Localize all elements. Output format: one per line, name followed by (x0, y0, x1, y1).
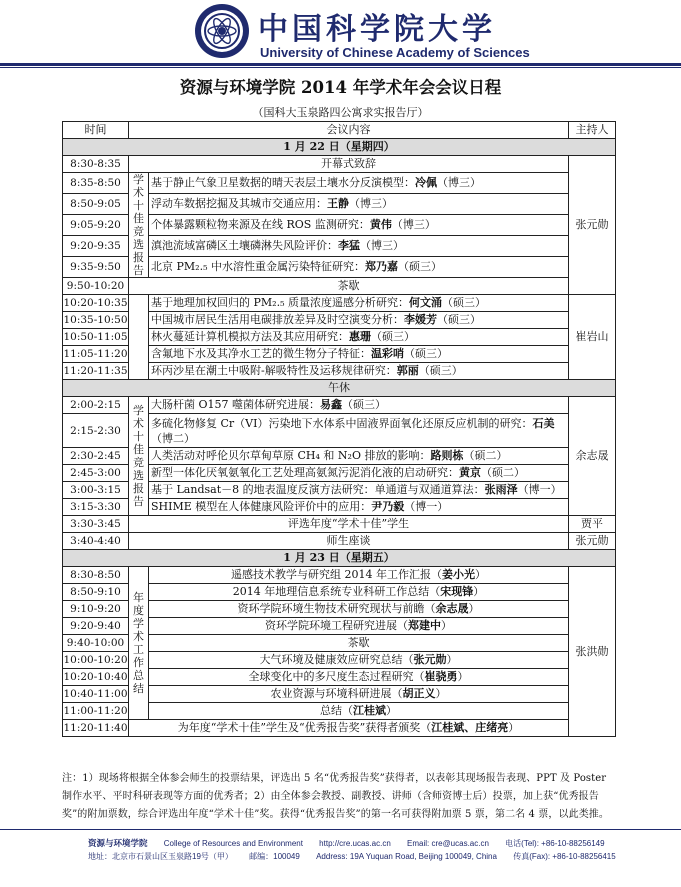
group-label: 年度学术工作总结 (129, 567, 149, 720)
table-row (63, 516, 616, 533)
talk-cell: 资环学院环境生物技术研究现状与前瞻（余志晟） (149, 601, 569, 618)
header-rule-thin (0, 67, 681, 68)
talk-cell: 遥感技术教学与研究组 2014 年工作汇报（姜小光） (149, 567, 569, 584)
time-cell: 8:50-9:05 (63, 194, 129, 215)
time-cell: 10:40-11:00 (63, 686, 129, 703)
time-cell: 9:40-10:00 (63, 635, 129, 652)
host-cell: 余志晟 (569, 397, 616, 516)
host-cell: 崔岩山 (569, 295, 616, 380)
logo-english: University of Chinese Academy of Sciences (260, 45, 530, 60)
group-label (129, 295, 149, 380)
col-host-header: 主持人 (569, 122, 616, 139)
day-label: 1 月 22 日（星期四） (63, 139, 616, 156)
table-row (63, 295, 616, 312)
footer-fax: 传真(Fax): +86-10-88256415 (513, 852, 616, 861)
time-cell: 9:10-9:20 (63, 601, 129, 618)
time-cell: 11:20-11:40 (63, 720, 129, 737)
time-cell: 3:00-3:15 (63, 482, 129, 499)
footer-line-1 (88, 837, 619, 849)
time-cell: 10:20-10:35 (63, 295, 129, 312)
time-cell: 2:45-3:00 (63, 465, 129, 482)
time-cell: 2:30-2:45 (63, 448, 129, 465)
time-cell: 2:15-2:30 (63, 414, 129, 448)
group-label: 学术十佳竞选报告 (129, 173, 149, 278)
time-cell: 9:20-9:40 (63, 618, 129, 635)
ucas-seal-icon (193, 2, 251, 60)
time-cell: 11:20-11:35 (63, 363, 129, 380)
day-label: 1 月 23 日（星期五） (63, 550, 616, 567)
header-rule (0, 63, 681, 66)
host-cell: 张洪勋 (569, 567, 616, 737)
page-footer (0, 827, 681, 887)
table-row (63, 278, 616, 295)
talk-cell: 多硫化物修复 Cr（VI）污染地下水体系中固液界面氧化还原反应机制的研究：石美（博二） (149, 414, 569, 448)
footnotes: 注：1）现场将根据全体参会师生的投票结果，评选出 5 名“优秀报告奖”获得者，以表彰其现场报告表现、PPT 及 Poster 制作水平、平时科研表现等方面的优秀者；2）由全体参会教授、副教授、讲师（含师资博士后）投票，加上获“优秀报告奖”的附加票数，综合评选出年度“学术十佳”奖。获得“优秀报告奖”的第一名可获得附加票 5 票，第二名 4 票，以此类推。 (62, 773, 609, 820)
time-cell: 3:15-3:30 (63, 499, 129, 516)
host-cell: 张元勋 (569, 156, 616, 295)
lunch-row (63, 380, 616, 397)
col-time-header: 时间 (63, 122, 129, 139)
time-cell: 11:05-11:20 (63, 346, 129, 363)
time-cell: 10:20-10:40 (63, 669, 129, 686)
venue: （国科大玉泉路四公寓求实报告厅） (252, 106, 429, 119)
talk-cell: 基于 Landsat－8 的地表温度反演方法研究：单通道与双通道算法：张雨泽（博一） (149, 482, 569, 499)
footer-rule (0, 829, 681, 830)
time-cell: 8:35-8:50 (63, 173, 129, 194)
page-header (0, 0, 681, 70)
table-row (63, 567, 616, 584)
talk-cell: SHIME 模型在人体健康风险评价中的应用：尹乃毅（博一） (149, 499, 569, 516)
time-cell: 3:30-3:45 (63, 516, 129, 533)
lunch-label: 午休 (63, 380, 616, 397)
talk-cell: 中国城市居民生活用电碳排放差异及时空演变分析：李媛芳（硕三） (149, 312, 569, 329)
time-cell: 9:50-10:20 (63, 278, 129, 295)
talk-cell: 基于地理加权回归的 PM₂.₅ 质量浓度遥感分析研究：何文涌（硕三） (149, 295, 569, 312)
break-cell: 茶歇 (129, 278, 569, 295)
talk-cell: 环丙沙星在潮土中吸附-解吸特性及运移规律研究：郭丽（硕三） (149, 363, 569, 380)
table-row (63, 397, 616, 414)
talk-cell: 北京 PM₂.₅ 中水溶性重金属污染特征研究：郑乃嘉（硕三） (149, 257, 569, 278)
talk-cell: 林火蔓延计算机模拟方法及其应用研究：惠珊（硕三） (149, 329, 569, 346)
day-row (63, 550, 616, 567)
table-row (63, 533, 616, 550)
host-cell: 张元勋 (569, 533, 616, 550)
host-cell: 贾平 (569, 516, 616, 533)
footer-line-2 (88, 851, 630, 862)
group-label: 学术十佳竞选报告 (129, 397, 149, 516)
talk-cell: 总结（江桂斌） (149, 703, 569, 720)
talk-cell: 人类活动对呼伦贝尔草甸草原 CH₄ 和 N₂O 排放的影响：路则栋（硕二） (149, 448, 569, 465)
time-cell: 9:35-9:50 (63, 257, 129, 278)
talk-cell: 资环学院环境工程研究进展（郑建中） (149, 618, 569, 635)
talk-cell: 含氟地下水及其净水工艺的微生物分子特征：温彩哨（硕三） (149, 346, 569, 363)
table-row (63, 173, 616, 194)
time-cell: 3:40-4:40 (63, 533, 129, 550)
footer-school: 资源与环境学院 (88, 838, 148, 848)
talk-cell: 全球变化中的多尺度生态过程研究（崔骁勇） (149, 669, 569, 686)
footer-email-link[interactable]: Email: cre@ucas.ac.cn (407, 839, 489, 848)
time-cell: 9:05-9:20 (63, 215, 129, 236)
table-header-row (63, 122, 616, 139)
talk-cell: 农业资源与环境科研进展（胡正义） (149, 686, 569, 703)
talk-cell: 基于静止气象卫星数据的晴天表层土壤水分反演模型：冷佩（博三） (149, 173, 569, 194)
table-row (63, 720, 616, 737)
break-cell: 茶歇 (149, 635, 569, 652)
time-cell: 11:00-11:20 (63, 703, 129, 720)
footer-website-link[interactable]: http://cre.ucas.ac.cn (319, 839, 391, 848)
time-cell: 8:30-8:35 (63, 156, 129, 173)
time-cell: 8:50-9:10 (63, 584, 129, 601)
talk-cell: 2014 年地理信息系统专业科研工作总结（宋现锋） (149, 584, 569, 601)
footer-postcode: 邮编：100049 (249, 852, 300, 861)
talk-cell: 开幕式致辞 (129, 156, 569, 173)
footer-address-cn: 地址：北京市石景山区玉泉路19号（甲） (88, 852, 233, 861)
time-cell: 9:20-9:35 (63, 236, 129, 257)
talk-cell: 新型一体化厌氧氨氧化工艺处理高氨氮污泥消化液的启动研究：黄京（硕二） (149, 465, 569, 482)
col-content-header: 会议内容 (129, 122, 569, 139)
day-row (63, 139, 616, 156)
talk-cell: 为年度“学术十佳”学生及“优秀报告奖”获得者颁奖（江桂斌、庄绪亮） (129, 720, 569, 737)
talk-cell: 大肠杆菌 O157 噬菌体研究进展：易鑫（硕三） (149, 397, 569, 414)
schedule-table (62, 121, 616, 737)
page-title: 资源与环境学院 2014 年学术年会会议日程 (179, 78, 502, 97)
logo-chinese: 中国科学院大学 (258, 12, 496, 47)
footer-tel: 电话(Tel): +86-10-88256149 (505, 839, 605, 848)
time-cell: 8:30-8:50 (63, 567, 129, 584)
talk-cell: 大气环境及健康效应研究总结（张元勋） (149, 652, 569, 669)
footer-address-en: Address: 19A Yuquan Road, Beijing 100049, China (316, 852, 497, 861)
time-cell: 2:00-2:15 (63, 397, 129, 414)
time-cell: 10:00-10:20 (63, 652, 129, 669)
forum-cell: 师生座谈 (129, 533, 569, 550)
vote-cell: 评选年度“学术十佳”学生 (129, 516, 569, 533)
talk-cell: 滇池流域富磷区土壤磷淋失风险评价：李猛（博三） (149, 236, 569, 257)
time-cell: 10:50-11:05 (63, 329, 129, 346)
table-row (63, 156, 616, 173)
talk-cell: 个体暴露颗粒物来源及在线 ROS 监测研究：黄伟（博三） (149, 215, 569, 236)
talk-cell: 浮动车数据挖掘及其城市交通应用：王静（博三） (149, 194, 569, 215)
footer-school-en: College of Resources and Environment (163, 839, 303, 848)
time-cell: 10:35-10:50 (63, 312, 129, 329)
